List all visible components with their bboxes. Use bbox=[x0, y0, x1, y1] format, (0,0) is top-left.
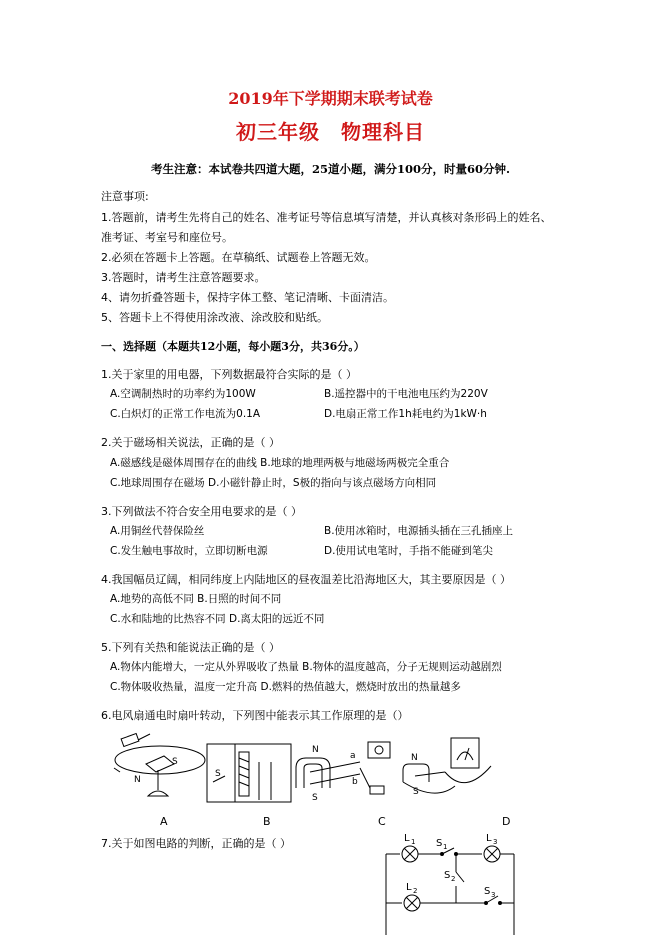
figure-c-label-b: b bbox=[352, 777, 358, 787]
question-5-option-cd: C.物体吸收热量，温度一定升高 D.燃料的热值越大，燃烧时放出的热量越多 bbox=[110, 681, 461, 693]
circuit-label-l2: L bbox=[406, 882, 412, 893]
figure-a-motor-diagram bbox=[108, 730, 208, 810]
figure-a-label-n: N bbox=[134, 775, 141, 785]
question-3-stem: 3.下列做法不符合安全用电要求的是（ ） bbox=[101, 505, 302, 518]
question-3-option-a: A.用铜丝代替保险丝 bbox=[110, 525, 205, 537]
figure-c-label-s: S bbox=[312, 793, 318, 803]
figure-b-electromagnet-diagram bbox=[205, 742, 295, 804]
circuit-label-s2: S bbox=[444, 870, 451, 881]
figure-label-a: A bbox=[160, 815, 168, 828]
figure-b-label-s: S bbox=[215, 769, 221, 779]
figure-d-meter-diagram bbox=[395, 736, 500, 806]
figure-label-b: B bbox=[263, 815, 271, 828]
instruction-item: 5、答题卡上不得使用涂改液、涂改胶和贴纸。 bbox=[101, 311, 328, 324]
instruction-item: 4、请勿折叠答题卡，保持字体工整、笔记清晰、卡面清洁。 bbox=[101, 291, 394, 304]
circuit-label-s2-sub: 2 bbox=[451, 875, 456, 883]
circuit-label-l1: L bbox=[404, 833, 410, 844]
exam-subtitle: 初三年级 物理科目 bbox=[236, 120, 425, 144]
instruction-item: 2.必须在答题卡上答题。在草稿纸、试题卷上答题无效。 bbox=[101, 251, 376, 264]
exam-notice: 考生注意：本试卷共四道大题，25道小题，满分100分，时量60分钟. bbox=[150, 162, 510, 176]
section-title: 一、选择题（本题共12小题，每小题3分，共36分。） bbox=[101, 340, 365, 353]
question-2-option-cd: C.地球周围存在磁场 D.小磁针静止时，S极的指向与该点磁场方向相同 bbox=[110, 477, 437, 489]
instructions-heading: 注意事项: bbox=[101, 190, 149, 203]
figure-c-label-n: N bbox=[312, 745, 319, 755]
figure-a-label-s: S bbox=[172, 757, 178, 767]
question-1-stem: 1.关于家里的用电器，下列数据最符合实际的是（ ） bbox=[101, 368, 357, 381]
question-4-option-cd: C.水和陆地的比热容不同 D.离太阳的远近不同 bbox=[110, 613, 325, 625]
instruction-item: 准考证、考室号和座位号。 bbox=[101, 231, 233, 244]
question-3-option-c: C.发生触电事故时，立即切断电源 bbox=[110, 545, 268, 557]
question-1-option-c: C.白炽灯的正常工作电流为0.1A bbox=[110, 408, 261, 420]
question-1-option-d: D.电扇正常工作1h耗电约为1kW·h bbox=[324, 408, 487, 420]
figure-label-d: D bbox=[502, 815, 511, 828]
figure-d-label-s: S bbox=[413, 787, 419, 797]
question-3-option-d: D.使用试电笔时，手指不能碰到笔尖 bbox=[324, 545, 493, 557]
question-4-stem: 4.我国幅员辽阔，相同纬度上内陆地区的昼夜温差比沿海地区大，其主要原因是（ ） bbox=[101, 573, 511, 586]
figure-c-label-a: a bbox=[350, 751, 356, 761]
question-2-stem: 2.关于磁场相关说法，正确的是（ ） bbox=[101, 436, 280, 449]
circuit-label-l3-sub: 3 bbox=[493, 838, 498, 846]
figure-d-label-n: N bbox=[411, 753, 418, 763]
question-1-option-a: A.空调制热时的功率约为100W bbox=[110, 388, 256, 400]
question-2-option-ab: A.磁感线是磁体周围存在的曲线 B.地球的地理两极与地磁场两极完全重合 bbox=[110, 457, 450, 469]
circuit-label-s3-sub: 3 bbox=[491, 891, 496, 899]
question-5-stem: 5.下列有关热和能说法正确的是（ ） bbox=[101, 641, 280, 654]
circuit-label-s1-sub: 1 bbox=[443, 843, 448, 851]
circuit-label-l3: L bbox=[486, 833, 492, 844]
question-3-option-b: B.使用冰箱时，电源插头插在三孔插座上 bbox=[324, 525, 514, 537]
figure-c-rail-diagram bbox=[290, 738, 400, 804]
circuit-label-s3: S bbox=[484, 886, 491, 897]
circuit-label-l2-sub: 2 bbox=[413, 887, 418, 895]
question-7-stem: 7.关于如图电路的判断，正确的是（ ） bbox=[101, 837, 291, 850]
question-1-option-b: B.遥控器中的干电池电压约为220V bbox=[324, 388, 488, 400]
figure-q7-circuit-diagram bbox=[378, 828, 528, 935]
question-5-option-ab: A.物体内能增大，一定从外界吸收了热量 B.物体的温度越高，分子无规则运动越剧烈 bbox=[110, 661, 502, 673]
question-6-stem: 6.电风扇通电时扇叶转动，下列图中能表示其工作原理的是（） bbox=[101, 709, 409, 722]
question-4-option-ab: A.地势的高低不同 B.日照的时间不同 bbox=[110, 593, 282, 605]
instruction-item: 1.答题前，请考生先将自己的姓名、准考证号等信息填写清楚，并认真核对条形码上的姓名、 bbox=[101, 211, 552, 224]
instruction-item: 3.答题时，请考生注意答题要求。 bbox=[101, 271, 266, 284]
exam-title: 2019年下学期期末联考试卷 bbox=[228, 89, 433, 108]
circuit-label-l1-sub: 1 bbox=[411, 838, 416, 846]
figure-label-c: C bbox=[378, 815, 386, 828]
circuit-label-s1: S bbox=[436, 838, 443, 849]
